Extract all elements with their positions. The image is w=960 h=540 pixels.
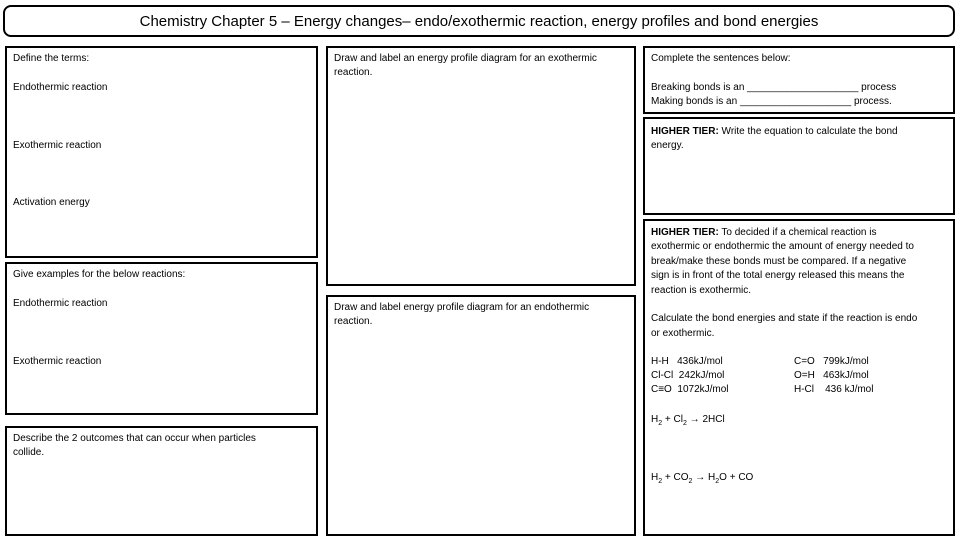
higher-tier-calc-text: To decided if a chemical reaction is — [718, 227, 877, 238]
eq1-subscript: 2 — [658, 420, 663, 427]
calculate-instruction-line1: Calculate the bond energies and state if the reaction is endo — [651, 313, 918, 324]
eq1-reactant-h: H — [651, 414, 659, 425]
bond-energy-co-double: C=O 799kJ/mol — [794, 356, 869, 367]
eq2-subscript: 2 — [715, 478, 720, 485]
making-bonds-sentence: Making bonds is an ____________________ process. — [651, 96, 892, 107]
endothermic-diagram-prompt-line1: Draw and label energy profile diagram for an endothermic — [334, 302, 590, 313]
higher-tier-label: HIGHER TIER: — [651, 227, 719, 238]
higher-tier-label: HIGHER TIER: — [651, 126, 719, 137]
breaking-bonds-sentence: Breaking bonds is an ____________________ process — [651, 82, 897, 93]
eq1-product: 2HCl — [702, 414, 725, 425]
higher-tier-equation-line1 — [651, 125, 898, 139]
eq1-reactant-cl: + Cl — [662, 414, 683, 425]
complete-sentences-box — [643, 46, 955, 114]
exothermic-diagram-box — [326, 46, 636, 286]
higher-tier-equation-box — [643, 117, 955, 215]
endothermic-diagram-prompt-line2: reaction. — [334, 316, 373, 327]
higher-tier-calc-line2: exothermic or endothermic the amount of energy needed to — [651, 241, 914, 252]
eq2-arrow-icon: → — [692, 472, 709, 483]
higher-tier-equation-line2: energy. — [651, 140, 684, 151]
higher-tier-calc-line1 — [651, 226, 876, 240]
bond-energy-clcl: Cl-Cl 242kJ/mol — [651, 370, 725, 381]
eq2-subscript: 2 — [658, 478, 663, 485]
define-exothermic-label: Exothermic reaction — [13, 140, 102, 151]
define-terms-box — [5, 46, 318, 258]
higher-tier-calc-line3: break/make these bonds must be compared. If a negative — [651, 256, 907, 267]
eq2-product-rest: O + CO — [719, 472, 754, 483]
bond-energy-oh: O=H 463kJ/mol — [794, 370, 869, 381]
examples-heading: Give examples for the below reactions: — [13, 269, 186, 280]
define-endothermic-label: Endothermic reaction — [13, 82, 108, 93]
define-terms-heading: Define the terms: — [13, 53, 90, 64]
eq2-subscript: 2 — [688, 478, 693, 485]
outcomes-box — [5, 426, 318, 536]
eq2-reactant-co: + CO — [662, 472, 689, 483]
higher-tier-calc-line5: reaction is exothermic. — [651, 285, 752, 296]
reaction-equation-1 — [651, 413, 725, 427]
eq1-subscript: 2 — [682, 420, 687, 427]
bond-energy-co-triple: C≡O 1072kJ/mol — [651, 384, 729, 395]
higher-tier-equation-text: Write the equation to calculate the bond — [718, 126, 898, 137]
calculate-instruction-line2: or exothermic. — [651, 328, 715, 339]
eq1-arrow-icon: → — [686, 414, 703, 425]
bond-energy-hcl: H-Cl 436 kJ/mol — [794, 384, 874, 395]
examples-endothermic-label: Endothermic reaction — [13, 298, 108, 309]
endothermic-diagram-box — [326, 295, 636, 536]
bond-energy-hh: H-H 436kJ/mol — [651, 356, 723, 367]
outcomes-question-line1: Describe the 2 outcomes that can occur when particles — [13, 433, 256, 444]
examples-exothermic-label: Exothermic reaction — [13, 356, 102, 367]
complete-sentences-heading: Complete the sentences below: — [651, 53, 791, 64]
reaction-equation-2 — [651, 471, 753, 485]
higher-tier-calc-line4: sign is in front of the total energy released this means the — [651, 270, 905, 281]
exothermic-diagram-prompt-line2: reaction. — [334, 67, 373, 78]
eq2-product-h: H — [708, 472, 716, 483]
outcomes-question-line2: collide. — [13, 447, 45, 458]
exothermic-diagram-prompt-line1: Draw and label an energy profile diagram for an exothermic — [334, 53, 597, 64]
examples-box — [5, 262, 318, 415]
higher-tier-calculation-box — [643, 219, 955, 536]
page-title-banner — [3, 5, 955, 37]
define-activation-energy-label: Activation energy — [13, 197, 90, 208]
eq2-reactant-h: H — [651, 472, 659, 483]
page-title: Chemistry Chapter 5 – Energy changes– endo/exothermic reaction, energy profiles and bond energies — [139, 12, 819, 30]
